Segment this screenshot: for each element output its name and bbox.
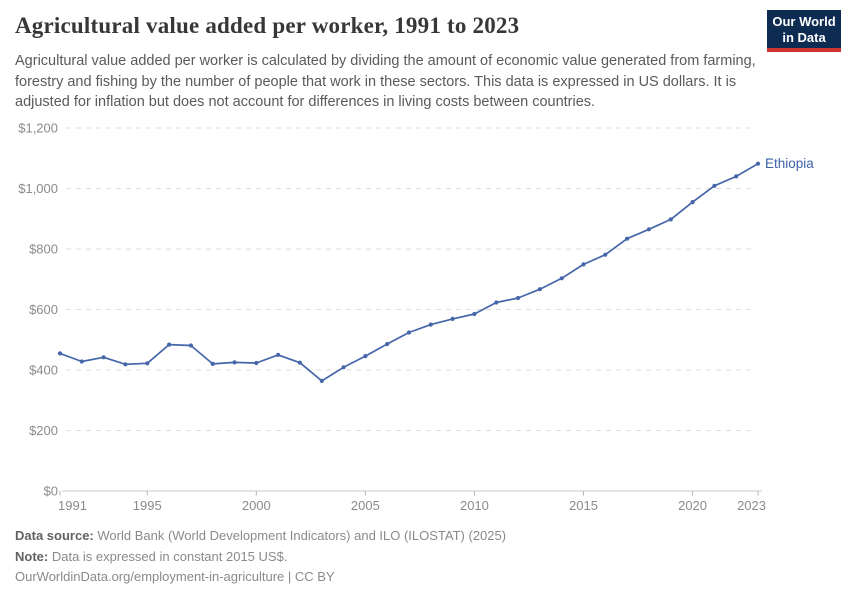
note-line [15, 547, 506, 568]
data-point [669, 217, 673, 221]
x-tick-label: 2010 [459, 498, 489, 513]
data-source-label: Data source: [15, 528, 94, 543]
data-point [167, 343, 171, 347]
data-point [516, 296, 520, 300]
data-point [102, 355, 106, 359]
data-point [342, 365, 346, 369]
note-text: Data is expressed in constant 2015 US$. [51, 548, 288, 564]
data-point [189, 343, 193, 347]
data-point [254, 361, 258, 365]
data-point [581, 262, 585, 266]
data-point [625, 237, 629, 241]
data-point [407, 330, 411, 334]
data-point [538, 287, 542, 291]
x-tick-label: 1991 [58, 498, 87, 513]
data-point [211, 362, 215, 366]
data-point [298, 361, 302, 365]
data-point [232, 360, 236, 364]
data-point [276, 353, 280, 357]
data-source-text: World Bank (World Development Indicators) and ILO (ILOSTAT) (2025) [97, 528, 507, 543]
owid-url-line [15, 567, 506, 588]
y-tick-label: $600 [29, 302, 58, 317]
chart-subtitle: Agricultural value added per worker is calculated by dividing the amount of economic value generated from farming, forestry and fishing by the number of people that work in these sectors. This data is expressed in US dollars. It is adjusted for inflation but does not account for differences in living costs between countries. [15, 53, 756, 110]
data-point [80, 359, 84, 363]
data-point [451, 317, 455, 321]
owid-url-link[interactable]: OurWorldinData.org/employment-in-agriculture | CC BY [15, 569, 335, 585]
x-tick-label: 1995 [132, 498, 162, 513]
ethiopia-line-series [60, 164, 758, 381]
data-point [647, 227, 651, 231]
owid-logo[interactable] [767, 10, 841, 52]
note-label: Note: [15, 548, 49, 564]
data-point [320, 379, 324, 383]
chart-footer [15, 526, 506, 588]
y-tick-label: $800 [29, 241, 58, 257]
data-point [429, 323, 433, 327]
y-tick-label: $1,000 [18, 181, 58, 196]
x-tick-label: 2005 [350, 498, 380, 513]
chart-area [0, 110, 850, 520]
y-tick-label: $0 [43, 483, 58, 499]
y-tick-label: $400 [29, 362, 58, 378]
x-tick-label: 2020 [678, 498, 708, 513]
data-point [756, 162, 760, 166]
data-point [385, 342, 389, 346]
series-end-label: Ethiopia [765, 156, 814, 172]
page-title: Agricultural value added per worker, 1991 to 2023 [15, 13, 520, 38]
owid-logo-line2: in Data [782, 29, 826, 45]
x-tick-label: 2000 [241, 498, 271, 513]
x-tick-label: 2023 [737, 498, 766, 513]
data-point [734, 174, 738, 178]
data-source-line [15, 526, 506, 547]
data-point [363, 354, 367, 358]
data-point [603, 253, 607, 257]
owid-logo-line1: Our World [772, 14, 836, 29]
data-point [494, 300, 498, 304]
data-point [145, 361, 149, 365]
y-tick-label: $1,200 [18, 120, 58, 136]
data-point [560, 276, 564, 280]
x-tick-label: 2015 [569, 498, 598, 513]
data-point [123, 362, 127, 366]
data-point [712, 184, 716, 188]
data-point [58, 351, 62, 355]
line-chart [0, 110, 850, 520]
data-point [691, 200, 695, 204]
data-point [472, 312, 476, 316]
y-tick-label: $200 [29, 423, 58, 438]
